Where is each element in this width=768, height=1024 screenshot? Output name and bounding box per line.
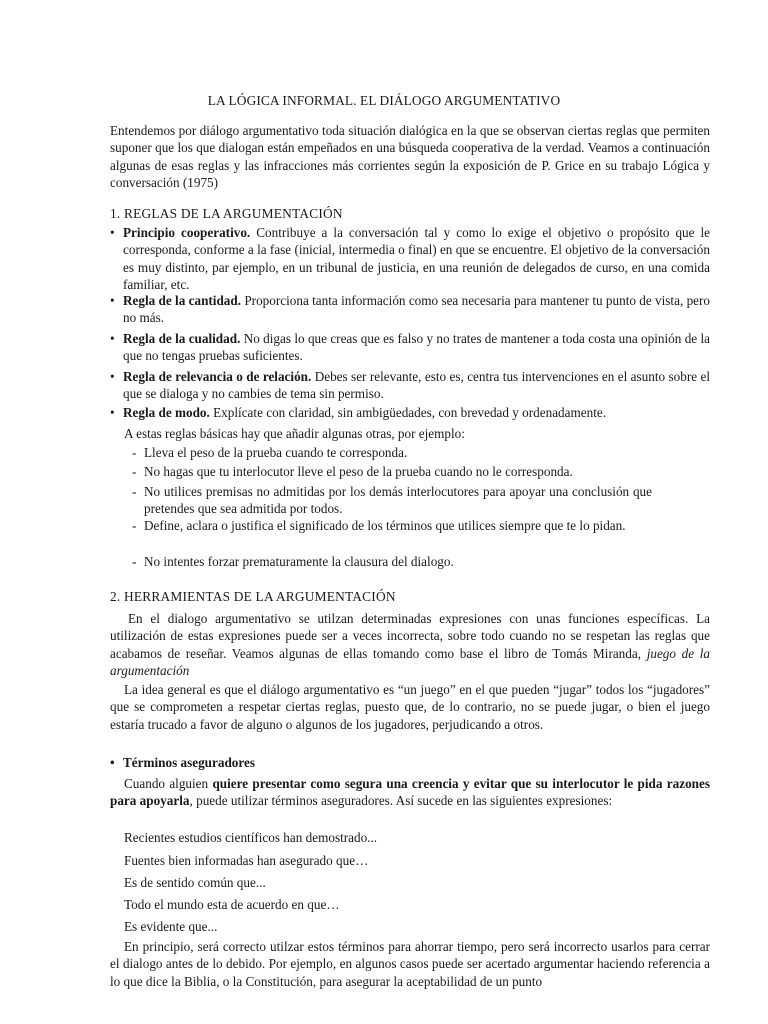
section-heading-rules: 1. REGLAS DE LA ARGUMENTACIÓN [110,206,343,221]
dash-icon: - [132,445,137,460]
dash-text: No utilices premisas no admitidas por los demás interlocutores para apoyar una conclusión que pretendes que sea admitida por todos. [144,484,652,517]
section-heading-tools: 2. HERRAMIENTAS DE LA ARGUMENTACIÓN [110,589,396,604]
bullet-item [110,368,710,403]
dash-text: Define, aclara o justifica el significado de los términos que utilices siempre que te lo pidan. [144,518,626,533]
dash-icon: - [132,518,137,533]
bullet-term: Principio cooperativo. [123,225,251,240]
bullet-text: Explícate con claridad, sin ambigüedades, con brevedad y ordenadamente. [209,405,607,420]
example-line: Es evidente que... [124,919,218,934]
assurers-paragraph [110,775,710,810]
bullet-text: Debes ser relevante, esto es, centra tus intervenciones en el asunto sobre el que se dialoga y no cambies de tema sin permiso. [123,369,710,402]
dash-item [132,463,652,480]
game-paragraph: La idea general es que el diálogo argumentativo es “un juego” en el que pueden “jugar” todos los “jugadores” que se comprometen a respetar ciertas reglas, puesto que, de lo contrario, no se puede jugar, o bien el juego estaría trucado a favor de alguno o algunos de los jugadores, perjudicando a otros. [110,682,710,732]
bullet-term: Regla de relevancia o de relación. [123,369,312,384]
example-line: Fuentes bien informadas han asegurado que… [124,853,369,868]
bullet-term: Regla de modo. [123,405,210,420]
sub-heading [110,754,710,771]
bullet-icon: • [110,293,115,308]
dash-text: Lleva el peso de la prueba cuando te corresponda. [144,445,408,460]
example-line: Todo el mundo esta de acuerdo en que… [124,897,340,912]
extra-rules-intro: A estas reglas básicas hay que añadir algunas otras, por ejemplo: [124,426,465,441]
example-line: Es de sentido común que... [124,875,266,890]
dash-item [132,483,652,518]
bullet-text: Proporciona tanta información como sea necesaria para mantener tu punto de vista, pero no más. [123,293,710,326]
book-title: juego de la argumentación [110,645,710,679]
assurers-text-start: Cuando alguien [124,776,213,791]
bullet-icon: • [110,405,115,420]
dash-text: No intentes forzar prematuramente la clausura del dialogo. [144,554,454,569]
example-line: Recientes estudios científicos han demostrado... [124,830,378,845]
closing-paragraph: En principio, será correcto utilzar estos términos para ahorrar tiempo, pero será incorrecto usarlos para cerrar el dialogo antes de lo debido. Por ejemplo, en algunos casos puede ser acertado argumentar haciendo referencia a lo que dice la Biblia, o la Constitución, para asegurar la aceptabilidad de un punto [110,939,710,989]
dash-item [132,517,652,534]
dash-item [132,553,652,570]
bullet-term: Regla de la cantidad. [123,293,242,308]
bullet-item [110,292,710,327]
bullet-icon: • [110,225,115,240]
assurers-text-bold: quiere presentar como segura una creencia y evitar que su interlocutor le pida razones para apoyarla [110,776,710,809]
bullet-item [110,224,710,294]
dash-icon: - [132,554,137,569]
bullet-item [110,404,710,421]
intro-paragraph: Entendemos por diálogo argumentativo toda situación dialógica en la que se observan ciertas reglas que permiten suponer que los que dialogan están empeñados en una búsqueda cooperativa de la verdad. Veamos a continuación algunas de esas reglas y las infracciones más corrientes según la exposición de P. Grice en su trabajo Lógica y conversación (1975) [110,123,710,191]
bullet-text: No digas lo que creas que es falso y no trates de mantener a toda costa una opinión de la que no tengas pruebas suficientes. [123,331,710,364]
bullet-text: Contribuye a la conversación tal y como lo exige el objetivo o propósito que le corresponda, conforme a la fase (inicial, intermedia o final) en que se encuentre. El objetivo de la conversación es muy distinto, par ejemplo, en un tribunal de justicia, en una reunión de delegados de curso, en una comida familiar, etc. [123,225,711,293]
bullet-term: Regla de la cualidad. [123,331,241,346]
tools-paragraph [110,610,710,680]
bullet-icon: • [110,331,115,346]
sub-heading-text: Términos aseguradores [123,755,255,770]
dash-icon: - [132,464,137,479]
assurers-text-end: , puede utilizar términos aseguradores. Así sucede en las siguientes expresiones: [189,793,613,809]
bullet-item [110,330,710,365]
dash-icon: - [132,484,137,499]
bullet-icon: • [110,755,115,770]
bullet-icon: • [110,369,115,384]
dash-item [132,444,652,461]
dash-text: No hagas que tu interlocutor lleve el peso de la prueba cuando no le corresponda. [144,464,573,479]
page-title: LA LÓGICA INFORMAL. EL DIÁLOGO ARGUMENTATIVO [207,93,561,108]
tools-paragraph-text: En el dialogo argumentativo se utilzan determinadas expresiones con unas funciones específicas. La utilización de estas expresiones puede ser a veces incorrecta, sobre todo cuando no se respetan las reglas que acabamos de reseñar. Veamos algunas de ellas tomando como base el libro de Tomás Miranda, [110,611,710,661]
